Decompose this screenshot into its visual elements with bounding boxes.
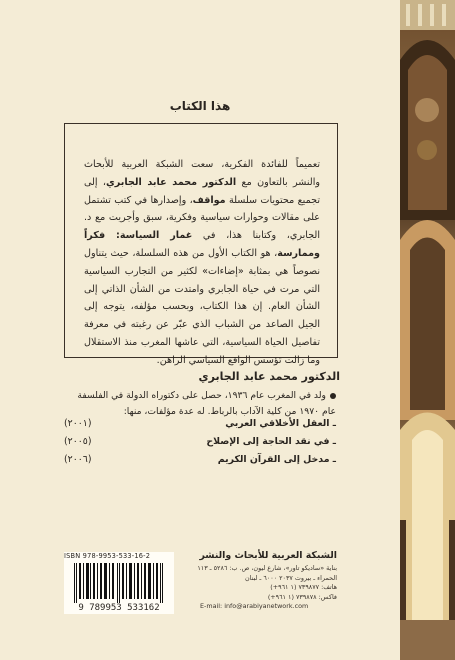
author-bio-text: ولد في المغرب عام ١٩٣٦، حصل على دكتوراه الدولة في الفلسفة عام ١٩٧٠ من كلية الآداب بالرباط. له عدة مؤلفات، منها: — [77, 390, 336, 417]
publisher-address-line-2: الحمراء ـ بيروت ٢٠٣٧ ٦٠٠٠ ـ لبنان — [244, 573, 337, 582]
mosque-arcade-photo — [400, 0, 455, 660]
publisher-phone: هاتف: ٧٣٩٨٧٧ (١ ٩٦١+) — [270, 583, 337, 592]
barcode-icon — [74, 563, 164, 603]
work-year: (٢٠٠٥) — [64, 436, 92, 447]
publisher-fax: فاكس: ٧٣٩٨٧٨ (١ ٩٦١+) — [267, 592, 337, 601]
work-year: (٢٠٠١) — [64, 418, 92, 429]
work-item — [64, 454, 336, 472]
author-name-emphasis: الدكتور محمد عابد الجابري — [106, 176, 237, 188]
work-title: ـ العقل الأخلاقي العربي — [225, 418, 336, 429]
description-text-2: ، إلى تجميع محتويات سلسلة — [84, 176, 320, 206]
work-year: (٢٠٠٦) — [64, 454, 92, 465]
book-description — [84, 156, 320, 370]
publisher-block — [197, 550, 337, 612]
bullet-icon — [330, 393, 336, 399]
publisher-address-line-1: بناية «ساديكو تاور»، شارع ليون، ص. ب: ٥٢٨٦ ـ ١١٣ — [197, 564, 337, 572]
description-text-3: ، وإصدارها في كتب تشتمل على مقالات وحوارات سياسية وفكرية، سبق وأجريت مع د. الجابري، وكتابنا هذا، في — [84, 194, 321, 242]
publisher-email: E-mail: info@arabiyanetwork.com — [200, 602, 309, 611]
isbn-text: ISBN 978-9953-533-16-2 — [64, 552, 151, 560]
description-text-4: ، هو الكتاب الأول من هذه السلسلة، حيث يتناول نصوصاً هي بمثابة «إضاءات» لكثير من التجارب السياسية التي مرت في حياة الجابري وامتدت من الشأن الذاتي إلى الشأن العام. إن هذا الكتاب، وبحسب مؤلفه، يتوجه إلى الجيل الصاعد من الشباب الذي عبّر عن رغبته في معرفة تفاصيل الحياة السياسية، التي عاشها المغرب منذ الاستقلال وما زالت تؤسس الواقع السياسي الراهن. — [84, 247, 320, 366]
work-item — [64, 436, 336, 454]
author-bio — [64, 388, 336, 420]
description-text-1: تعميماً للفائدة الفكرية، سعت الشبكة العربية للأبحاث والنشر بالتعاون مع — [84, 159, 320, 188]
author-works-list — [64, 418, 336, 472]
work-item — [64, 418, 336, 436]
barcode-number: 9 789953 533162 — [78, 603, 160, 613]
section-title: هذا الكتاب — [169, 99, 231, 113]
publisher-name: الشبكة العربية للأبحاث والنشر — [199, 550, 337, 561]
series-name-emphasis: مواقف — [192, 194, 226, 206]
arcade-arches-illustration — [400, 0, 455, 660]
work-title: ـ مدخل إلى القرآن الكريم — [217, 454, 336, 465]
work-title: ـ في نقد الحاجة إلى الإصلاح — [206, 436, 336, 447]
author-heading: الدكتور محمد عابد الجابري — [198, 370, 340, 383]
book-title-emphasis: غمار السياسة: فكراً وممارسة — [84, 230, 320, 259]
